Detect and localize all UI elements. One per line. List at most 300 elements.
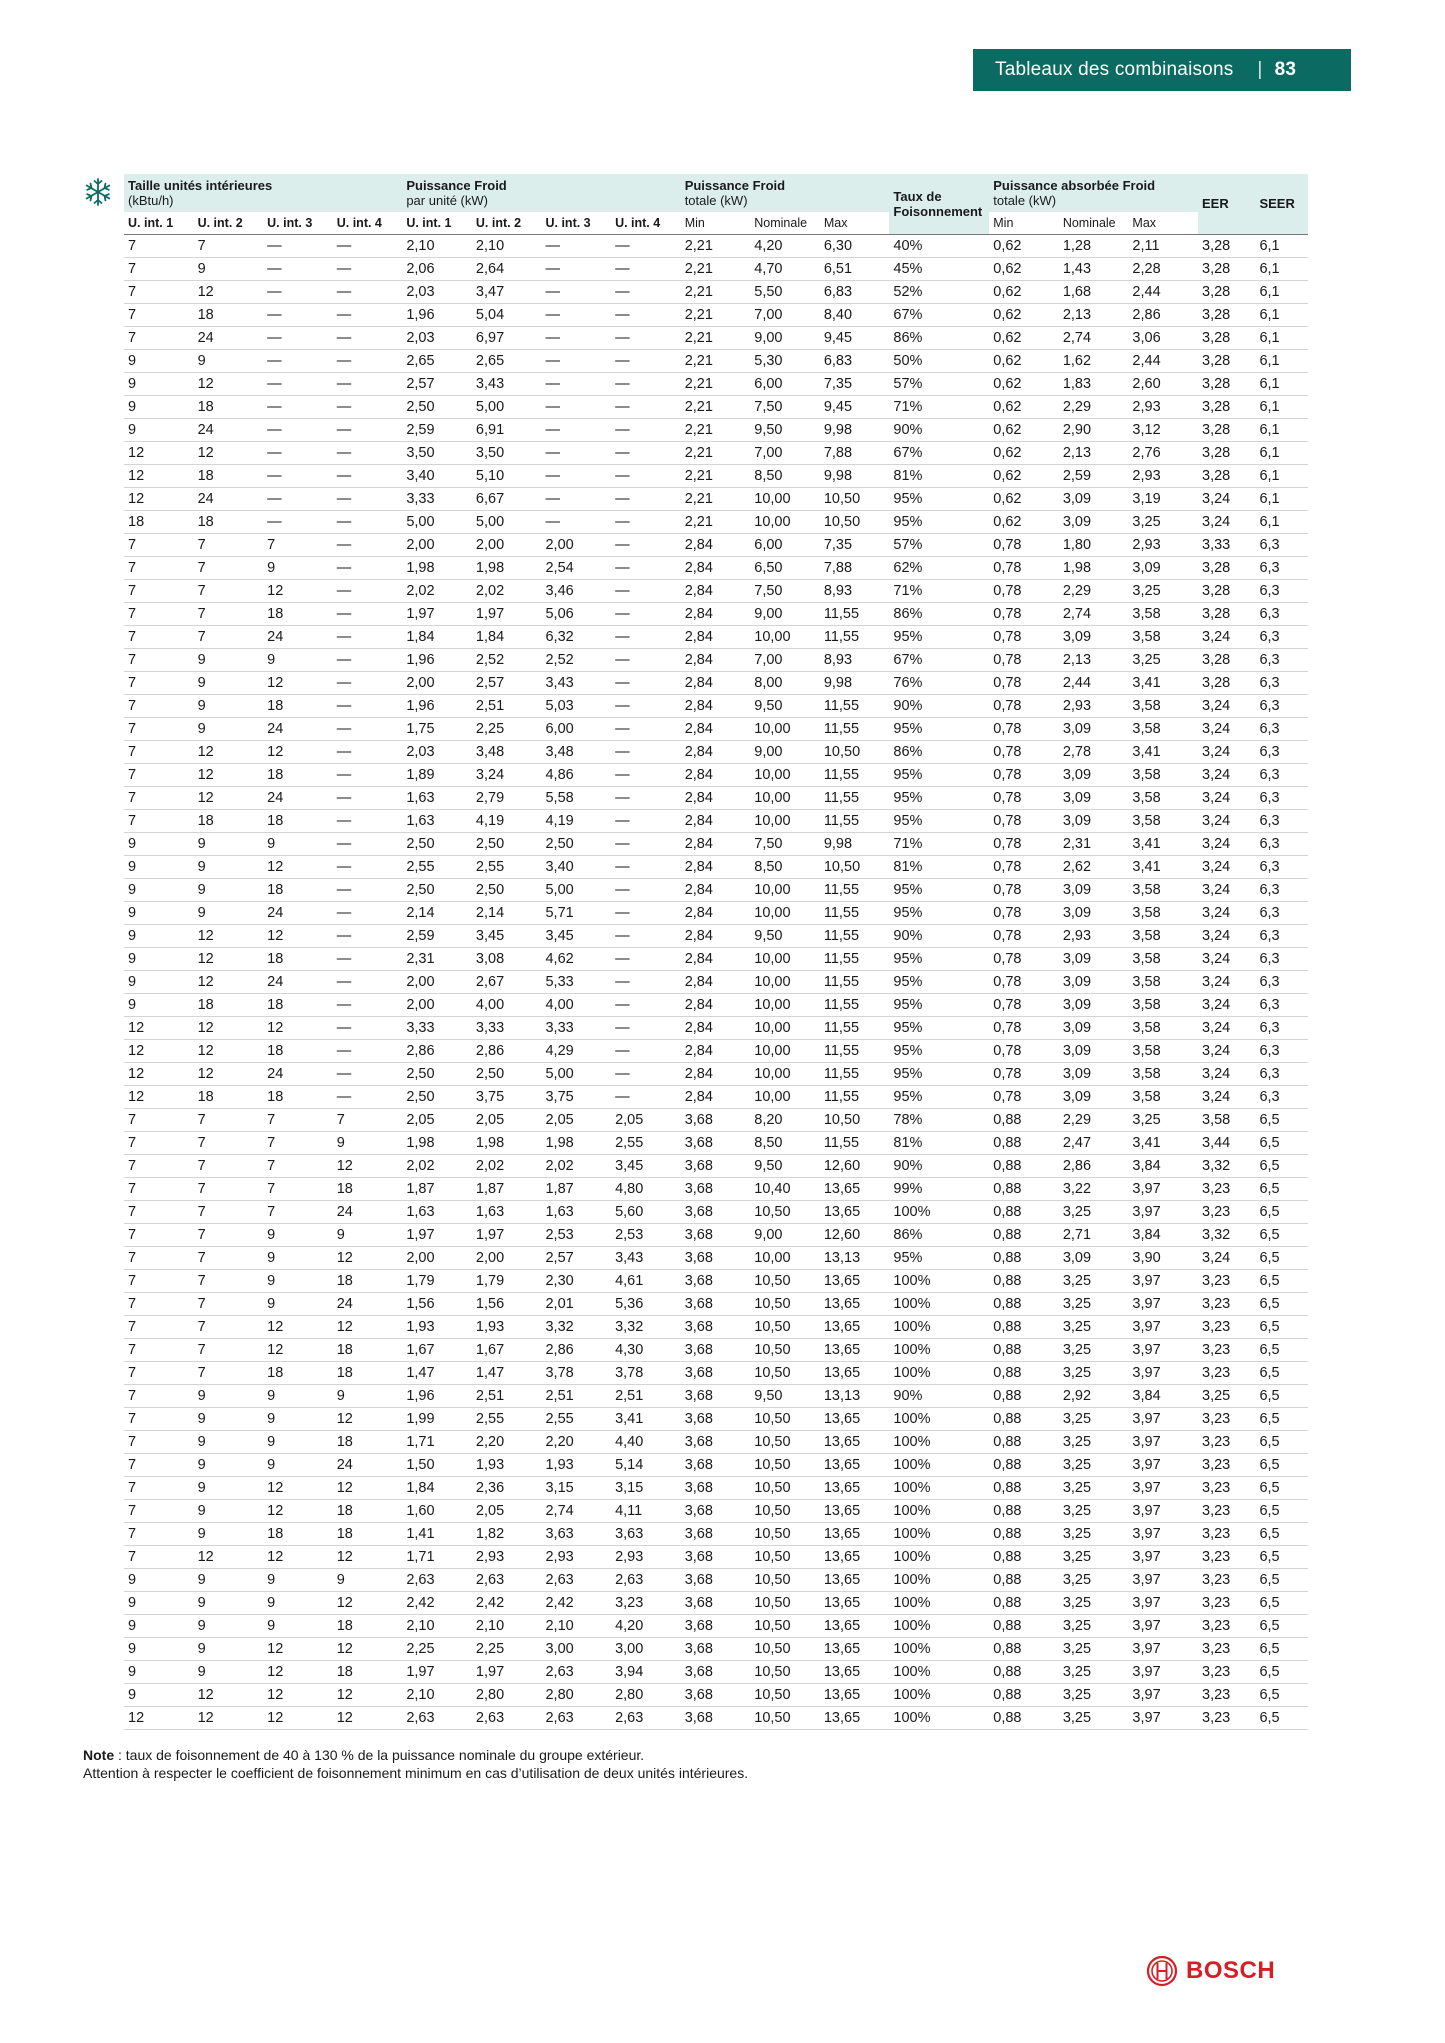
table-cell: 24 [333, 1453, 403, 1476]
table-cell: 1,63 [402, 809, 472, 832]
table-cell: 2,63 [472, 1706, 542, 1729]
table-cell: 0,88 [989, 1292, 1059, 1315]
table-cell: 12 [333, 1154, 403, 1177]
table-cell: 3,09 [1059, 970, 1129, 993]
table-cell: — [333, 855, 403, 878]
table-cell: 1,28 [1059, 234, 1129, 257]
table-cell: 10,50 [820, 740, 890, 763]
col-header: Max [1128, 212, 1198, 234]
table-cell: 10,50 [750, 1407, 820, 1430]
table-cell: 24 [263, 1062, 333, 1085]
table-cell: 100% [889, 1499, 989, 1522]
table-row [124, 993, 1308, 1016]
table-cell: 2,00 [472, 1246, 542, 1269]
table-row [124, 1407, 1308, 1430]
table-cell: 7 [194, 1292, 264, 1315]
table-cell: 13,65 [820, 1499, 890, 1522]
table-cell: 3,25 [1059, 1637, 1129, 1660]
col-header: Nominale [750, 212, 820, 234]
table-cell: 2,00 [402, 671, 472, 694]
table-cell: 2,42 [541, 1591, 611, 1614]
table-cell: 5,00 [541, 878, 611, 901]
table-cell: 2,02 [402, 1154, 472, 1177]
table-cell: 13,65 [820, 1706, 890, 1729]
table-cell: 11,55 [820, 1131, 890, 1154]
table-cell: 2,84 [681, 1062, 751, 1085]
table-row [124, 740, 1308, 763]
table-cell: 3,84 [1128, 1384, 1198, 1407]
table-cell: — [333, 1062, 403, 1085]
table-cell: 2,51 [541, 1384, 611, 1407]
table-cell: 2,36 [472, 1476, 542, 1499]
table-cell: 3,23 [1198, 1568, 1255, 1591]
table-cell: 9,98 [820, 464, 890, 487]
table-row [124, 832, 1308, 855]
table-cell: — [541, 280, 611, 303]
table-cell: 3,90 [1128, 1246, 1198, 1269]
table-cell: 1,97 [402, 1660, 472, 1683]
table-cell: 3,24 [1198, 878, 1255, 901]
table-cell: 12 [194, 1683, 264, 1706]
table-cell: 0,88 [989, 1154, 1059, 1177]
table-cell: 0,88 [989, 1361, 1059, 1384]
table-cell: 2,65 [402, 349, 472, 372]
table-cell: 10,50 [750, 1476, 820, 1499]
table-cell: 2,55 [402, 855, 472, 878]
table-cell: 0,78 [989, 694, 1059, 717]
table-cell: 2,50 [402, 1085, 472, 1108]
header-group-absorbed-power-title: Puissance absorbée Froid [993, 178, 1156, 193]
table-cell: 10,00 [750, 970, 820, 993]
table-cell: 2,25 [402, 1637, 472, 1660]
table-cell: 4,20 [611, 1614, 681, 1637]
table-cell: 12 [194, 372, 264, 395]
table-cell: 13,65 [820, 1683, 890, 1706]
table-cell: 3,68 [681, 1706, 751, 1729]
table-cell: 7 [124, 1361, 194, 1384]
table-cell: 5,06 [541, 602, 611, 625]
table-cell: — [611, 556, 681, 579]
table-cell: 2,00 [472, 533, 542, 556]
table-cell: 18 [333, 1338, 403, 1361]
table-cell: 2,50 [472, 832, 542, 855]
table-cell: 0,88 [989, 1315, 1059, 1338]
table-cell: 6,3 [1255, 717, 1308, 740]
table-cell: 9 [263, 648, 333, 671]
table-cell: — [333, 878, 403, 901]
table-cell: — [611, 924, 681, 947]
table-cell: 90% [889, 1384, 989, 1407]
table-cell: 18 [333, 1499, 403, 1522]
table-cell: 12 [263, 1338, 333, 1361]
table-cell: 2,74 [1059, 326, 1129, 349]
table-cell: 11,55 [820, 901, 890, 924]
table-cell: 3,25 [1059, 1706, 1129, 1729]
table-cell: 2,11 [1128, 234, 1198, 257]
table-cell: 95% [889, 947, 989, 970]
table-cell: 0,78 [989, 717, 1059, 740]
table-cell: 9 [194, 694, 264, 717]
table-cell: 9 [263, 1430, 333, 1453]
table-cell: 12 [124, 1062, 194, 1085]
table-cell: 7 [124, 602, 194, 625]
table-cell: 3,58 [1128, 924, 1198, 947]
table-cell: 7 [124, 1108, 194, 1131]
table-cell: 1,63 [472, 1200, 542, 1223]
table-cell: 9 [263, 1453, 333, 1476]
table-cell: 6,5 [1255, 1660, 1308, 1683]
table-cell: 2,59 [402, 418, 472, 441]
table-cell: 9 [263, 1614, 333, 1637]
table-cell: 13,13 [820, 1246, 890, 1269]
table-cell: 12 [263, 1683, 333, 1706]
table-cell: 3,28 [1198, 349, 1255, 372]
table-cell: 1,43 [1059, 257, 1129, 280]
table-cell: 12 [333, 1683, 403, 1706]
table-cell: 4,00 [541, 993, 611, 1016]
table-cell: 2,00 [541, 533, 611, 556]
table-cell: 0,78 [989, 786, 1059, 809]
table-cell: 7,00 [750, 303, 820, 326]
table-cell: 1,83 [1059, 372, 1129, 395]
table-cell: 7 [124, 1223, 194, 1246]
table-cell: 11,55 [820, 763, 890, 786]
table-cell: 2,00 [402, 1246, 472, 1269]
table-cell: 2,84 [681, 556, 751, 579]
table-cell: 2,10 [402, 234, 472, 257]
table-cell: — [263, 418, 333, 441]
table-cell: 3,33 [1198, 533, 1255, 556]
table-cell: 12 [194, 947, 264, 970]
table-cell: 6,5 [1255, 1154, 1308, 1177]
table-cell: 3,25 [1059, 1499, 1129, 1522]
table-cell: 9 [124, 1683, 194, 1706]
table-cell: 7 [124, 809, 194, 832]
table-cell: 7 [124, 556, 194, 579]
table-cell: 13,65 [820, 1200, 890, 1223]
table-cell: 6,67 [472, 487, 542, 510]
table-cell: 2,21 [681, 510, 751, 533]
table-cell: 2,31 [1059, 832, 1129, 855]
table-cell: 4,20 [750, 234, 820, 257]
table-cell: 10,50 [750, 1269, 820, 1292]
table-cell: 18 [194, 464, 264, 487]
table-cell: 2,93 [1128, 533, 1198, 556]
table-cell: 7 [124, 326, 194, 349]
table-cell: — [611, 372, 681, 395]
table-cell: 6,5 [1255, 1430, 1308, 1453]
table-cell: 3,28 [1198, 280, 1255, 303]
col-header: U. int. 4 [333, 212, 403, 234]
table-cell: 3,63 [611, 1522, 681, 1545]
table-cell: 3,68 [681, 1154, 751, 1177]
table-cell: 3,23 [1198, 1476, 1255, 1499]
table-cell: 6,3 [1255, 533, 1308, 556]
table-cell: 3,68 [681, 1292, 751, 1315]
table-cell: 2,21 [681, 464, 751, 487]
table-cell: 13,65 [820, 1361, 890, 1384]
table-cell: 7 [194, 1108, 264, 1131]
table-cell: 2,30 [541, 1269, 611, 1292]
table-cell: 3,23 [1198, 1683, 1255, 1706]
table-cell: 6,91 [472, 418, 542, 441]
table-cell: 6,5 [1255, 1683, 1308, 1706]
table-cell: 95% [889, 901, 989, 924]
table-cell: 9 [263, 1568, 333, 1591]
table-cell: 0,88 [989, 1568, 1059, 1591]
table-cell: 9 [124, 372, 194, 395]
table-cell: 2,52 [541, 648, 611, 671]
table-cell: 0,88 [989, 1591, 1059, 1614]
table-cell: 2,84 [681, 786, 751, 809]
table-cell: 10,50 [750, 1568, 820, 1591]
table-cell: 3,09 [1059, 1246, 1129, 1269]
table-cell: 3,25 [1128, 648, 1198, 671]
table-cell: 3,97 [1128, 1637, 1198, 1660]
table-cell: 1,98 [1059, 556, 1129, 579]
table-cell: 2,50 [472, 878, 542, 901]
table-cell: 1,50 [402, 1453, 472, 1476]
table-cell: 11,55 [820, 1039, 890, 1062]
table-cell: 12 [194, 740, 264, 763]
table-cell: 1,56 [402, 1292, 472, 1315]
table-row [124, 556, 1308, 579]
table-cell: 2,90 [1059, 418, 1129, 441]
table-cell: 1,87 [472, 1177, 542, 1200]
table-cell: 3,25 [1198, 1384, 1255, 1407]
table-cell: 18 [333, 1177, 403, 1200]
page-number: 83 [1274, 59, 1297, 80]
table-cell: 3,45 [472, 924, 542, 947]
table-cell: 4,11 [611, 1499, 681, 1522]
table-cell: 3,47 [472, 280, 542, 303]
table-cell: 3,68 [681, 1614, 751, 1637]
table-cell: 1,82 [472, 1522, 542, 1545]
table-cell: 0,88 [989, 1384, 1059, 1407]
table-cell: — [333, 924, 403, 947]
table-cell: 10,00 [750, 1016, 820, 1039]
table-cell: 7 [194, 625, 264, 648]
header-foisonnement: Taux de Foisonnement [889, 174, 989, 234]
table-cell: 2,21 [681, 372, 751, 395]
table-cell: 10,00 [750, 878, 820, 901]
table-cell: 3,75 [472, 1085, 542, 1108]
table-cell: 7,00 [750, 441, 820, 464]
table-cell: 24 [263, 786, 333, 809]
table-cell: 3,23 [1198, 1706, 1255, 1729]
table-cell: 2,63 [541, 1660, 611, 1683]
table-cell: 18 [263, 809, 333, 832]
table-cell: 7 [124, 533, 194, 556]
table-cell: 2,57 [472, 671, 542, 694]
table-cell: 2,84 [681, 878, 751, 901]
table-cell: 9 [194, 1453, 264, 1476]
header-group-absorbed-power-unit: totale (kW) [993, 193, 1057, 208]
table-cell: 3,09 [1059, 786, 1129, 809]
header-seer: SEER [1255, 174, 1308, 234]
table-cell: — [611, 648, 681, 671]
table-cell: — [333, 487, 403, 510]
table-cell: 10,50 [750, 1706, 820, 1729]
table-cell: 95% [889, 970, 989, 993]
table-cell: 5,00 [472, 395, 542, 418]
table-cell: 7 [194, 1154, 264, 1177]
table-row [124, 1430, 1308, 1453]
table-cell: 7 [194, 1315, 264, 1338]
table-cell: 8,93 [820, 579, 890, 602]
table-cell: — [611, 349, 681, 372]
table-cell: 2,84 [681, 1085, 751, 1108]
table-cell: 7 [263, 1154, 333, 1177]
table-cell: 6,30 [820, 234, 890, 257]
table-cell: 2,53 [611, 1223, 681, 1246]
table-cell: 6,5 [1255, 1246, 1308, 1269]
table-cell: 18 [263, 878, 333, 901]
table-cell: 13,65 [820, 1591, 890, 1614]
table-cell: — [333, 349, 403, 372]
table-cell: 2,05 [611, 1108, 681, 1131]
table-row [124, 1016, 1308, 1039]
table-row [124, 970, 1308, 993]
table-cell: 24 [194, 418, 264, 441]
table-cell: 1,62 [1059, 349, 1129, 372]
table-cell: 95% [889, 809, 989, 832]
table-cell: 5,50 [750, 280, 820, 303]
table-row [124, 878, 1308, 901]
table-cell: 18 [263, 947, 333, 970]
table-cell: 1,97 [472, 1223, 542, 1246]
table-cell: 71% [889, 832, 989, 855]
table-cell: 10,50 [750, 1361, 820, 1384]
table-cell: 7,00 [750, 648, 820, 671]
table-cell: 3,97 [1128, 1430, 1198, 1453]
table-cell: — [263, 349, 333, 372]
table-cell: 12 [194, 970, 264, 993]
table-cell: 3,09 [1059, 510, 1129, 533]
table-cell: 8,93 [820, 648, 890, 671]
table-cell: — [263, 464, 333, 487]
table-cell: 6,5 [1255, 1637, 1308, 1660]
table-cell: 4,80 [611, 1177, 681, 1200]
table-cell: 95% [889, 993, 989, 1016]
table-cell: 0,88 [989, 1545, 1059, 1568]
table-cell: 3,97 [1128, 1476, 1198, 1499]
table-row [124, 1223, 1308, 1246]
table-cell: 2,21 [681, 234, 751, 257]
table-row [124, 1338, 1308, 1361]
table-cell: 9 [124, 855, 194, 878]
table-row [124, 924, 1308, 947]
table-cell: 3,25 [1059, 1200, 1129, 1223]
table-cell: 3,23 [1198, 1200, 1255, 1223]
table-cell: — [611, 855, 681, 878]
table-cell: 7,50 [750, 832, 820, 855]
table-cell: 7 [194, 1361, 264, 1384]
table-cell: 1,84 [472, 625, 542, 648]
table-cell: 1,93 [472, 1315, 542, 1338]
table-cell: 0,78 [989, 832, 1059, 855]
table-cell: 12 [194, 786, 264, 809]
table-cell: 6,3 [1255, 579, 1308, 602]
table-cell: 2,78 [1059, 740, 1129, 763]
table-cell: 3,68 [681, 1361, 751, 1384]
table-cell: 2,84 [681, 832, 751, 855]
table-cell: 9 [124, 349, 194, 372]
table-cell: — [611, 280, 681, 303]
table-cell: 3,08 [472, 947, 542, 970]
table-cell: 9,98 [820, 671, 890, 694]
table-cell: 3,32 [1198, 1154, 1255, 1177]
table-cell: 3,68 [681, 1637, 751, 1660]
table-cell: 2,02 [472, 579, 542, 602]
table-cell: — [333, 763, 403, 786]
table-cell: 3,94 [611, 1660, 681, 1683]
table-cell: 3,09 [1059, 1016, 1129, 1039]
table-cell: 18 [194, 1085, 264, 1108]
table-cell: 2,29 [1059, 579, 1129, 602]
table-cell: 2,03 [402, 326, 472, 349]
table-cell: 2,02 [541, 1154, 611, 1177]
table-cell: 6,3 [1255, 648, 1308, 671]
footnote-text-1: : taux de foisonnement de 40 à 130 % de la puissance nominale du groupe extérieur. [114, 1747, 645, 1763]
table-cell: 2,84 [681, 694, 751, 717]
table-cell: 2,86 [472, 1039, 542, 1062]
table-cell: — [333, 832, 403, 855]
table-cell: 3,97 [1128, 1315, 1198, 1338]
table-cell: 3,58 [1198, 1108, 1255, 1131]
table-cell: 100% [889, 1545, 989, 1568]
table-cell: 3,78 [611, 1361, 681, 1384]
table-cell: — [611, 1062, 681, 1085]
table-cell: 4,40 [611, 1430, 681, 1453]
table-cell: 3,58 [1128, 625, 1198, 648]
table-cell: — [611, 947, 681, 970]
table-cell: 24 [263, 717, 333, 740]
table-cell: 10,50 [750, 1660, 820, 1683]
table-cell: 3,23 [1198, 1453, 1255, 1476]
table-cell: 0,78 [989, 625, 1059, 648]
table-cell: 10,00 [750, 993, 820, 1016]
table-cell: 11,55 [820, 924, 890, 947]
table-cell: 10,00 [750, 947, 820, 970]
table-cell: 2,28 [1128, 257, 1198, 280]
col-header: U. int. 2 [472, 212, 542, 234]
table-cell: 7 [194, 1131, 264, 1154]
table-cell: 2,13 [1059, 303, 1129, 326]
table-cell: — [333, 441, 403, 464]
table-cell: 0,78 [989, 763, 1059, 786]
table-cell: — [611, 1016, 681, 1039]
table-cell: 3,09 [1059, 1062, 1129, 1085]
table-row [124, 1269, 1308, 1292]
table-cell: 2,79 [472, 786, 542, 809]
table-row [124, 1154, 1308, 1177]
table-cell: 11,55 [820, 1016, 890, 1039]
table-cell: 2,80 [611, 1683, 681, 1706]
table-cell: 95% [889, 1246, 989, 1269]
table-cell: 18 [263, 602, 333, 625]
table-cell: 12 [124, 1706, 194, 1729]
combination-table [124, 174, 1308, 1730]
table-cell: 13,65 [820, 1614, 890, 1637]
table-cell: — [263, 303, 333, 326]
table-cell: 3,58 [1128, 1016, 1198, 1039]
table-cell: 95% [889, 1039, 989, 1062]
table-cell: 0,78 [989, 1039, 1059, 1062]
table-cell: 4,19 [472, 809, 542, 832]
header-group-cooling-total-title: Puissance Froid [684, 178, 786, 193]
table-cell: — [611, 464, 681, 487]
